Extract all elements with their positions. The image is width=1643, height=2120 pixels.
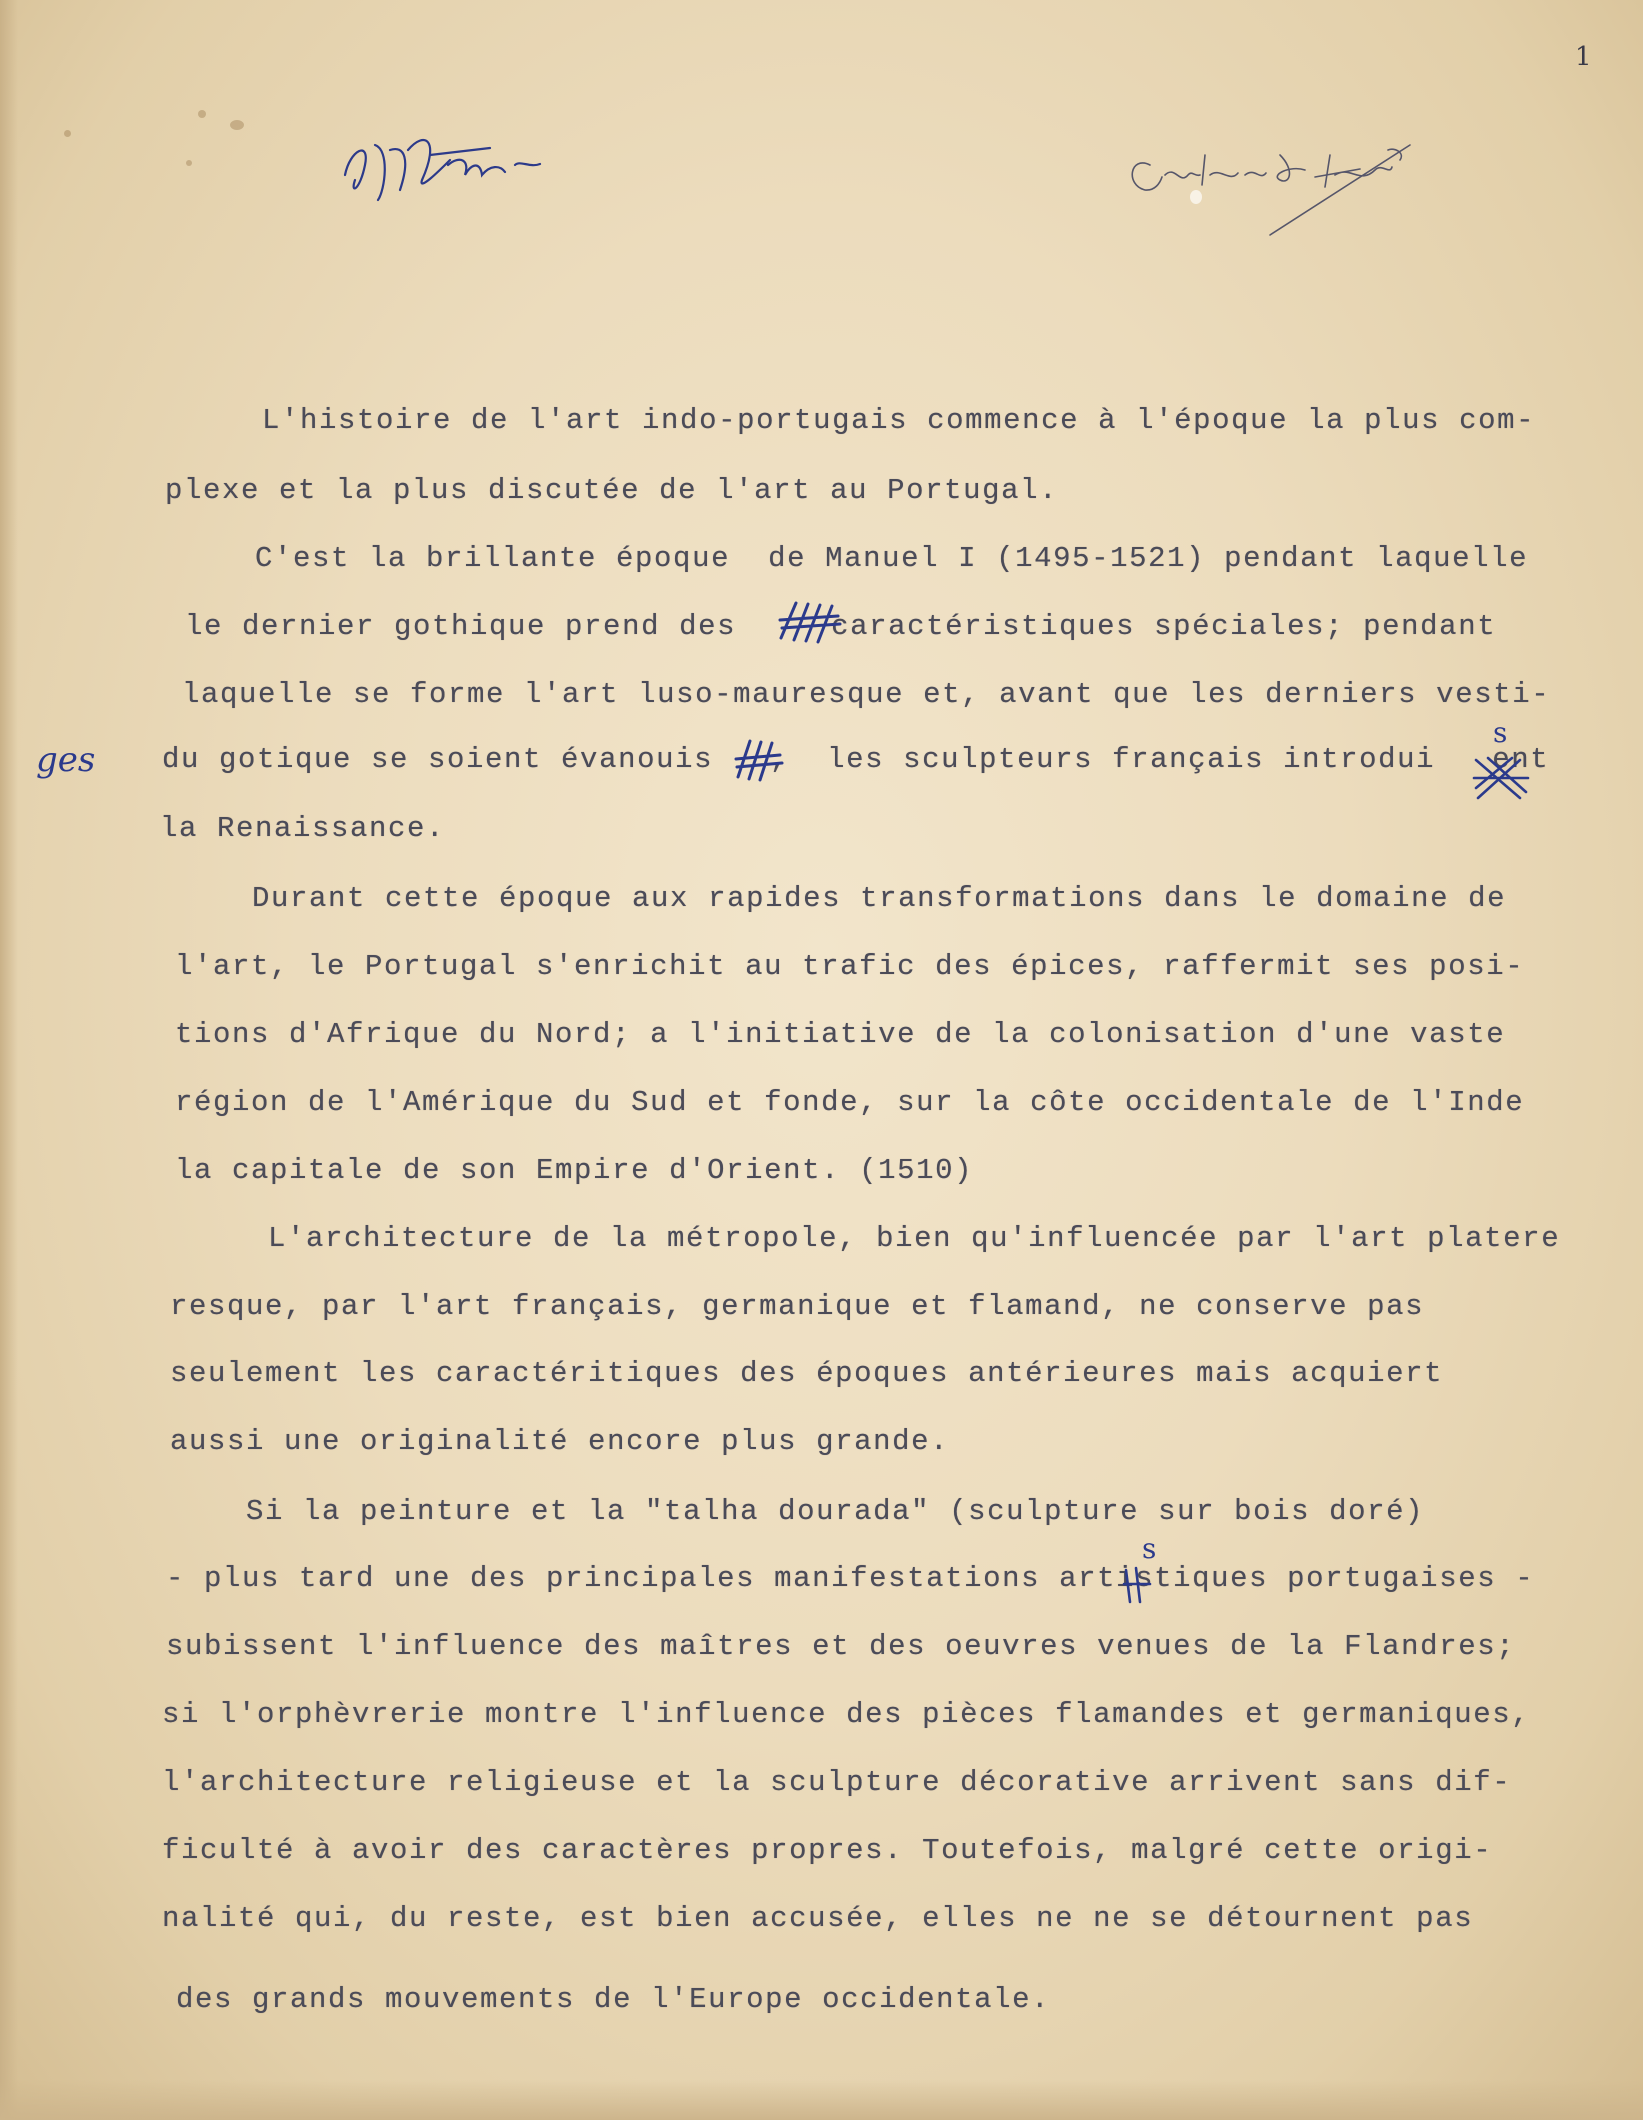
correction-letter: s bbox=[1142, 1532, 1157, 1565]
text-line: - plus tard une des principales manifestations artistiques portugaises - bbox=[166, 1562, 1535, 1595]
text-line: du gotique se soient évanouis , les sculpteurs français introdui ent bbox=[162, 743, 1550, 776]
text-line: la capitale de son Empire d'Orient. (1510) bbox=[175, 1154, 974, 1187]
page-number: 1 bbox=[1575, 42, 1592, 72]
text-line: aussi une originalité encore plus grande. bbox=[170, 1425, 950, 1458]
correction-letter: s bbox=[1493, 716, 1508, 749]
paper-stain bbox=[64, 130, 71, 137]
text-line: L'architecture de la métropole, bien qu'influencée par l'art platere bbox=[268, 1222, 1561, 1255]
text-line: ficulté à avoir des caractères propres. Toutefois, malgré cette origi- bbox=[162, 1834, 1493, 1867]
text-line: tions d'Afrique du Nord; a l'initiative de la colonisation d'une vaste bbox=[175, 1018, 1506, 1051]
signature-right bbox=[1120, 125, 1440, 245]
text-line: l'architecture religieuse et la sculpture décorative arrivent sans dif- bbox=[162, 1766, 1512, 1799]
text-line: Si la peinture et la "talha dourada" (sculpture sur bois doré) bbox=[246, 1495, 1425, 1528]
text-line: région de l'Amérique du Sud et fonde, sur la côte occidentale de l'Inde bbox=[175, 1086, 1525, 1119]
text-line: Durant cette époque aux rapides transformations dans le domaine de bbox=[252, 882, 1507, 915]
text-line: seulement les caractéritiques des époques antérieures mais acquiert bbox=[170, 1357, 1444, 1390]
paper-stain bbox=[230, 120, 244, 130]
strike-out-mark bbox=[1470, 752, 1532, 804]
paper-edge-shadow bbox=[0, 0, 18, 2120]
text-line: resque, par l'art français, germanique et flamand, ne conserve pas bbox=[170, 1290, 1425, 1323]
text-line: L'histoire de l'art indo-portugais commence à l'époque la plus com- bbox=[262, 404, 1536, 437]
text-line: nalité qui, du reste, est bien accusée, elles ne ne se détournent pas bbox=[162, 1902, 1474, 1935]
margin-note: ges bbox=[36, 740, 96, 780]
text-line: des grands mouvements de l'Europe occidentale. bbox=[176, 1983, 1051, 2016]
text-line: laquelle se forme l'art luso-mauresque et, avant que les derniers vesti- bbox=[182, 678, 1551, 711]
paper-stain bbox=[186, 160, 192, 166]
text-line: plexe et la plus discutée de l'art au Portugal. bbox=[165, 474, 1059, 507]
signature-left bbox=[330, 120, 560, 210]
text-line: subissent l'influence des maîtres et des oeuvres venues de la Flandres; bbox=[166, 1630, 1516, 1663]
text-line: si l'orphèvrerie montre l'influence des pièces flamandes et germaniques, bbox=[162, 1698, 1531, 1731]
text-line: le dernier gothique prend des caractéristiques spéciales; pendant bbox=[185, 610, 1497, 643]
strike-out-mark bbox=[732, 735, 787, 785]
paper-bottom-shadow bbox=[0, 2080, 1643, 2120]
text-line: C'est la brillante époque de Manuel I (1495-1521) pendant laquelle bbox=[255, 542, 1529, 575]
strike-out-mark bbox=[776, 598, 846, 648]
strike-out-mark bbox=[1120, 1564, 1154, 1606]
text-line: l'art, le Portugal s'enrichit au trafic des épices, raffermit ses posi- bbox=[175, 950, 1525, 983]
text-line: la Renaissance. bbox=[160, 812, 446, 845]
paper-stain bbox=[198, 110, 206, 118]
